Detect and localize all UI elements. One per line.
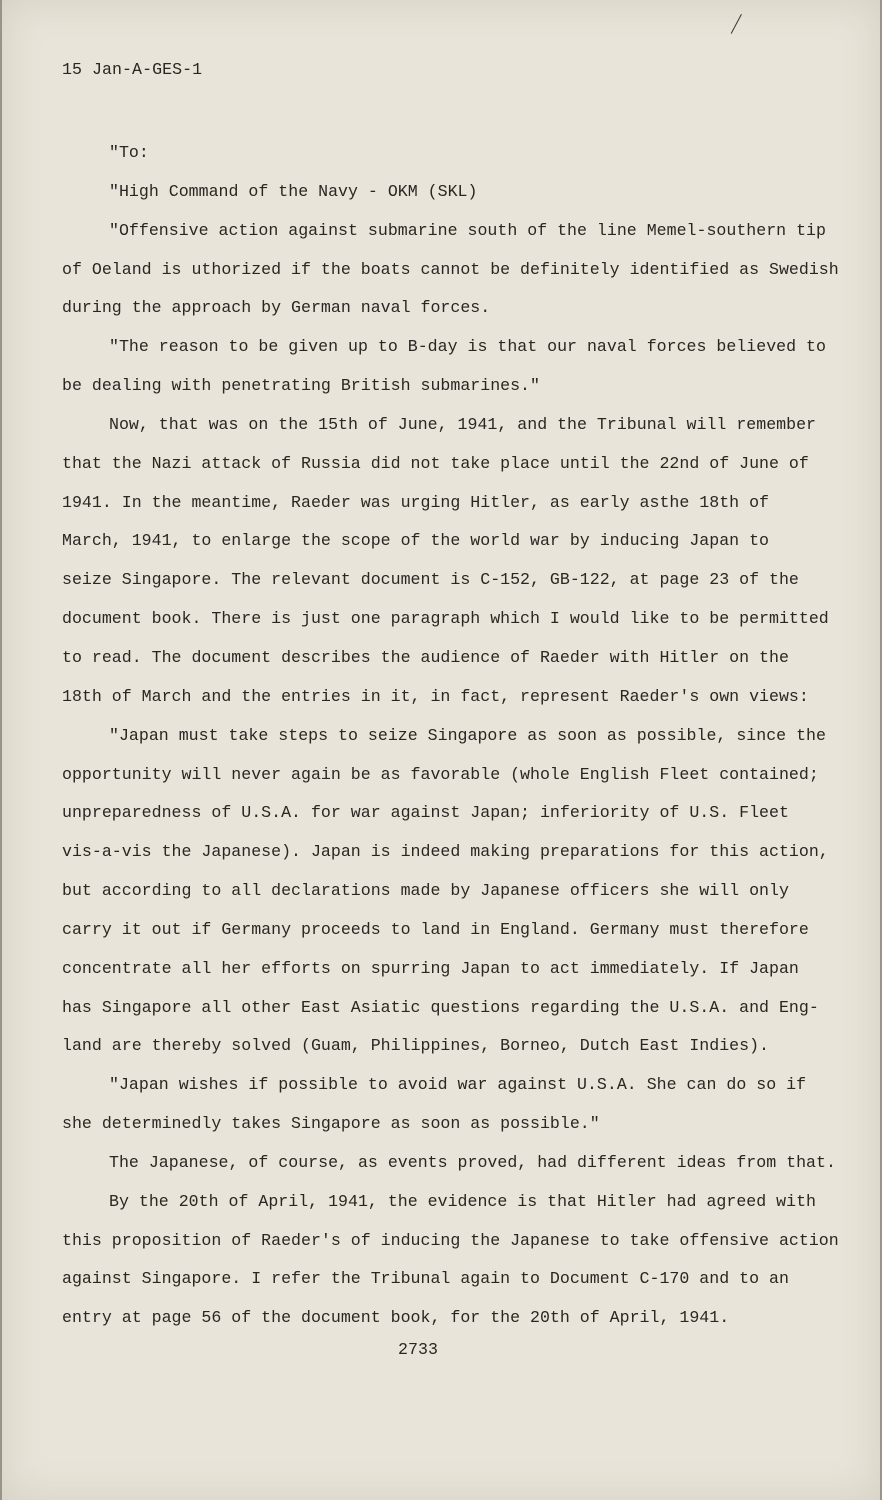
text-line: be dealing with penetrating British submarines." <box>62 376 540 396</box>
text-line: The Japanese, of course, as events proved, had different ideas from that. <box>109 1152 836 1172</box>
text-line: carry it out if Germany proceeds to land in England. Germany must therefore <box>62 919 809 939</box>
text-line: vis-a-vis the Japanese). Japan is indeed making preparations for this action, <box>62 842 829 862</box>
text-line: to read. The document describes the audience of Raeder with Hitler on the <box>62 647 789 667</box>
text-line: that the Nazi attack of Russia did not take place until the 22nd of June of <box>62 453 809 473</box>
text-line: "To: <box>109 143 149 162</box>
text-line: March, 1941, to enlarge the scope of the world war by inducing Japan to <box>62 531 770 551</box>
text-line: during the approach by German naval forces. <box>62 298 491 318</box>
text-line: document book. There is just one paragraph which I would like to be permitted <box>62 609 829 629</box>
text-line: land are thereby solved (Guam, Philippines, Borneo, Dutch East Indies). <box>62 1036 770 1056</box>
text-line: this proposition of Raeder's of inducing the Japanese to take offensive action <box>62 1230 839 1250</box>
document-reference: 15 Jan-A-GES-1 <box>62 60 203 79</box>
page-number: 2733 <box>398 1340 439 1359</box>
text-line: 1941. In the meantime, Raeder was urging Hitler, as early asthe 18th of <box>62 492 770 512</box>
text-line: against Singapore. I refer the Tribunal again to Document C-170 and to an <box>62 1269 789 1289</box>
text-line: 18th of March and the entries in it, in fact, represent Raeder's own views: <box>62 686 809 706</box>
text-line: concentrate all her efforts on spurring Japan to act immediately. If Japan <box>62 958 799 978</box>
document-page <box>2 0 880 1500</box>
text-line: By the 20th of April, 1941, the evidence is that Hitler had agreed with <box>109 1191 817 1211</box>
text-line: of Oeland is uthorized if the boats cannot be definitely identified as Swedish <box>62 259 839 279</box>
pencil-mark <box>731 14 742 34</box>
transcript-body <box>62 134 839 1338</box>
text-line: opportunity will never again be as favorable (whole English Fleet contained; <box>62 764 819 784</box>
text-line: unpreparedness of U.S.A. for war against Japan; inferiority of U.S. Fleet <box>62 803 789 823</box>
text-line: she determinedly takes Singapore as soon as possible." <box>62 1114 600 1134</box>
text-line: entry at page 56 of the document book, for the 20th of April, 1941. <box>62 1308 730 1328</box>
text-line: "High Command of the Navy - OKM (SKL) <box>109 181 478 201</box>
text-line: has Singapore all other East Asiatic questions regarding the U.S.A. and Eng- <box>62 997 819 1017</box>
text-line: "Offensive action against submarine south of the line Memel-southern tip <box>109 220 826 240</box>
text-line: "Japan wishes if possible to avoid war against U.S.A. She can do so if <box>109 1075 807 1095</box>
text-line: but according to all declarations made by Japanese officers she will only <box>62 881 789 901</box>
text-line: "Japan must take steps to seize Singapore as soon as possible, since the <box>109 725 826 745</box>
text-line: "The reason to be given up to B-day is that our naval forces believed to <box>109 337 826 357</box>
text-line: seize Singapore. The relevant document is C-152, GB-122, at page 23 of the <box>62 570 799 590</box>
text-line: Now, that was on the 15th of June, 1941, and the Tribunal will remember <box>109 414 817 434</box>
